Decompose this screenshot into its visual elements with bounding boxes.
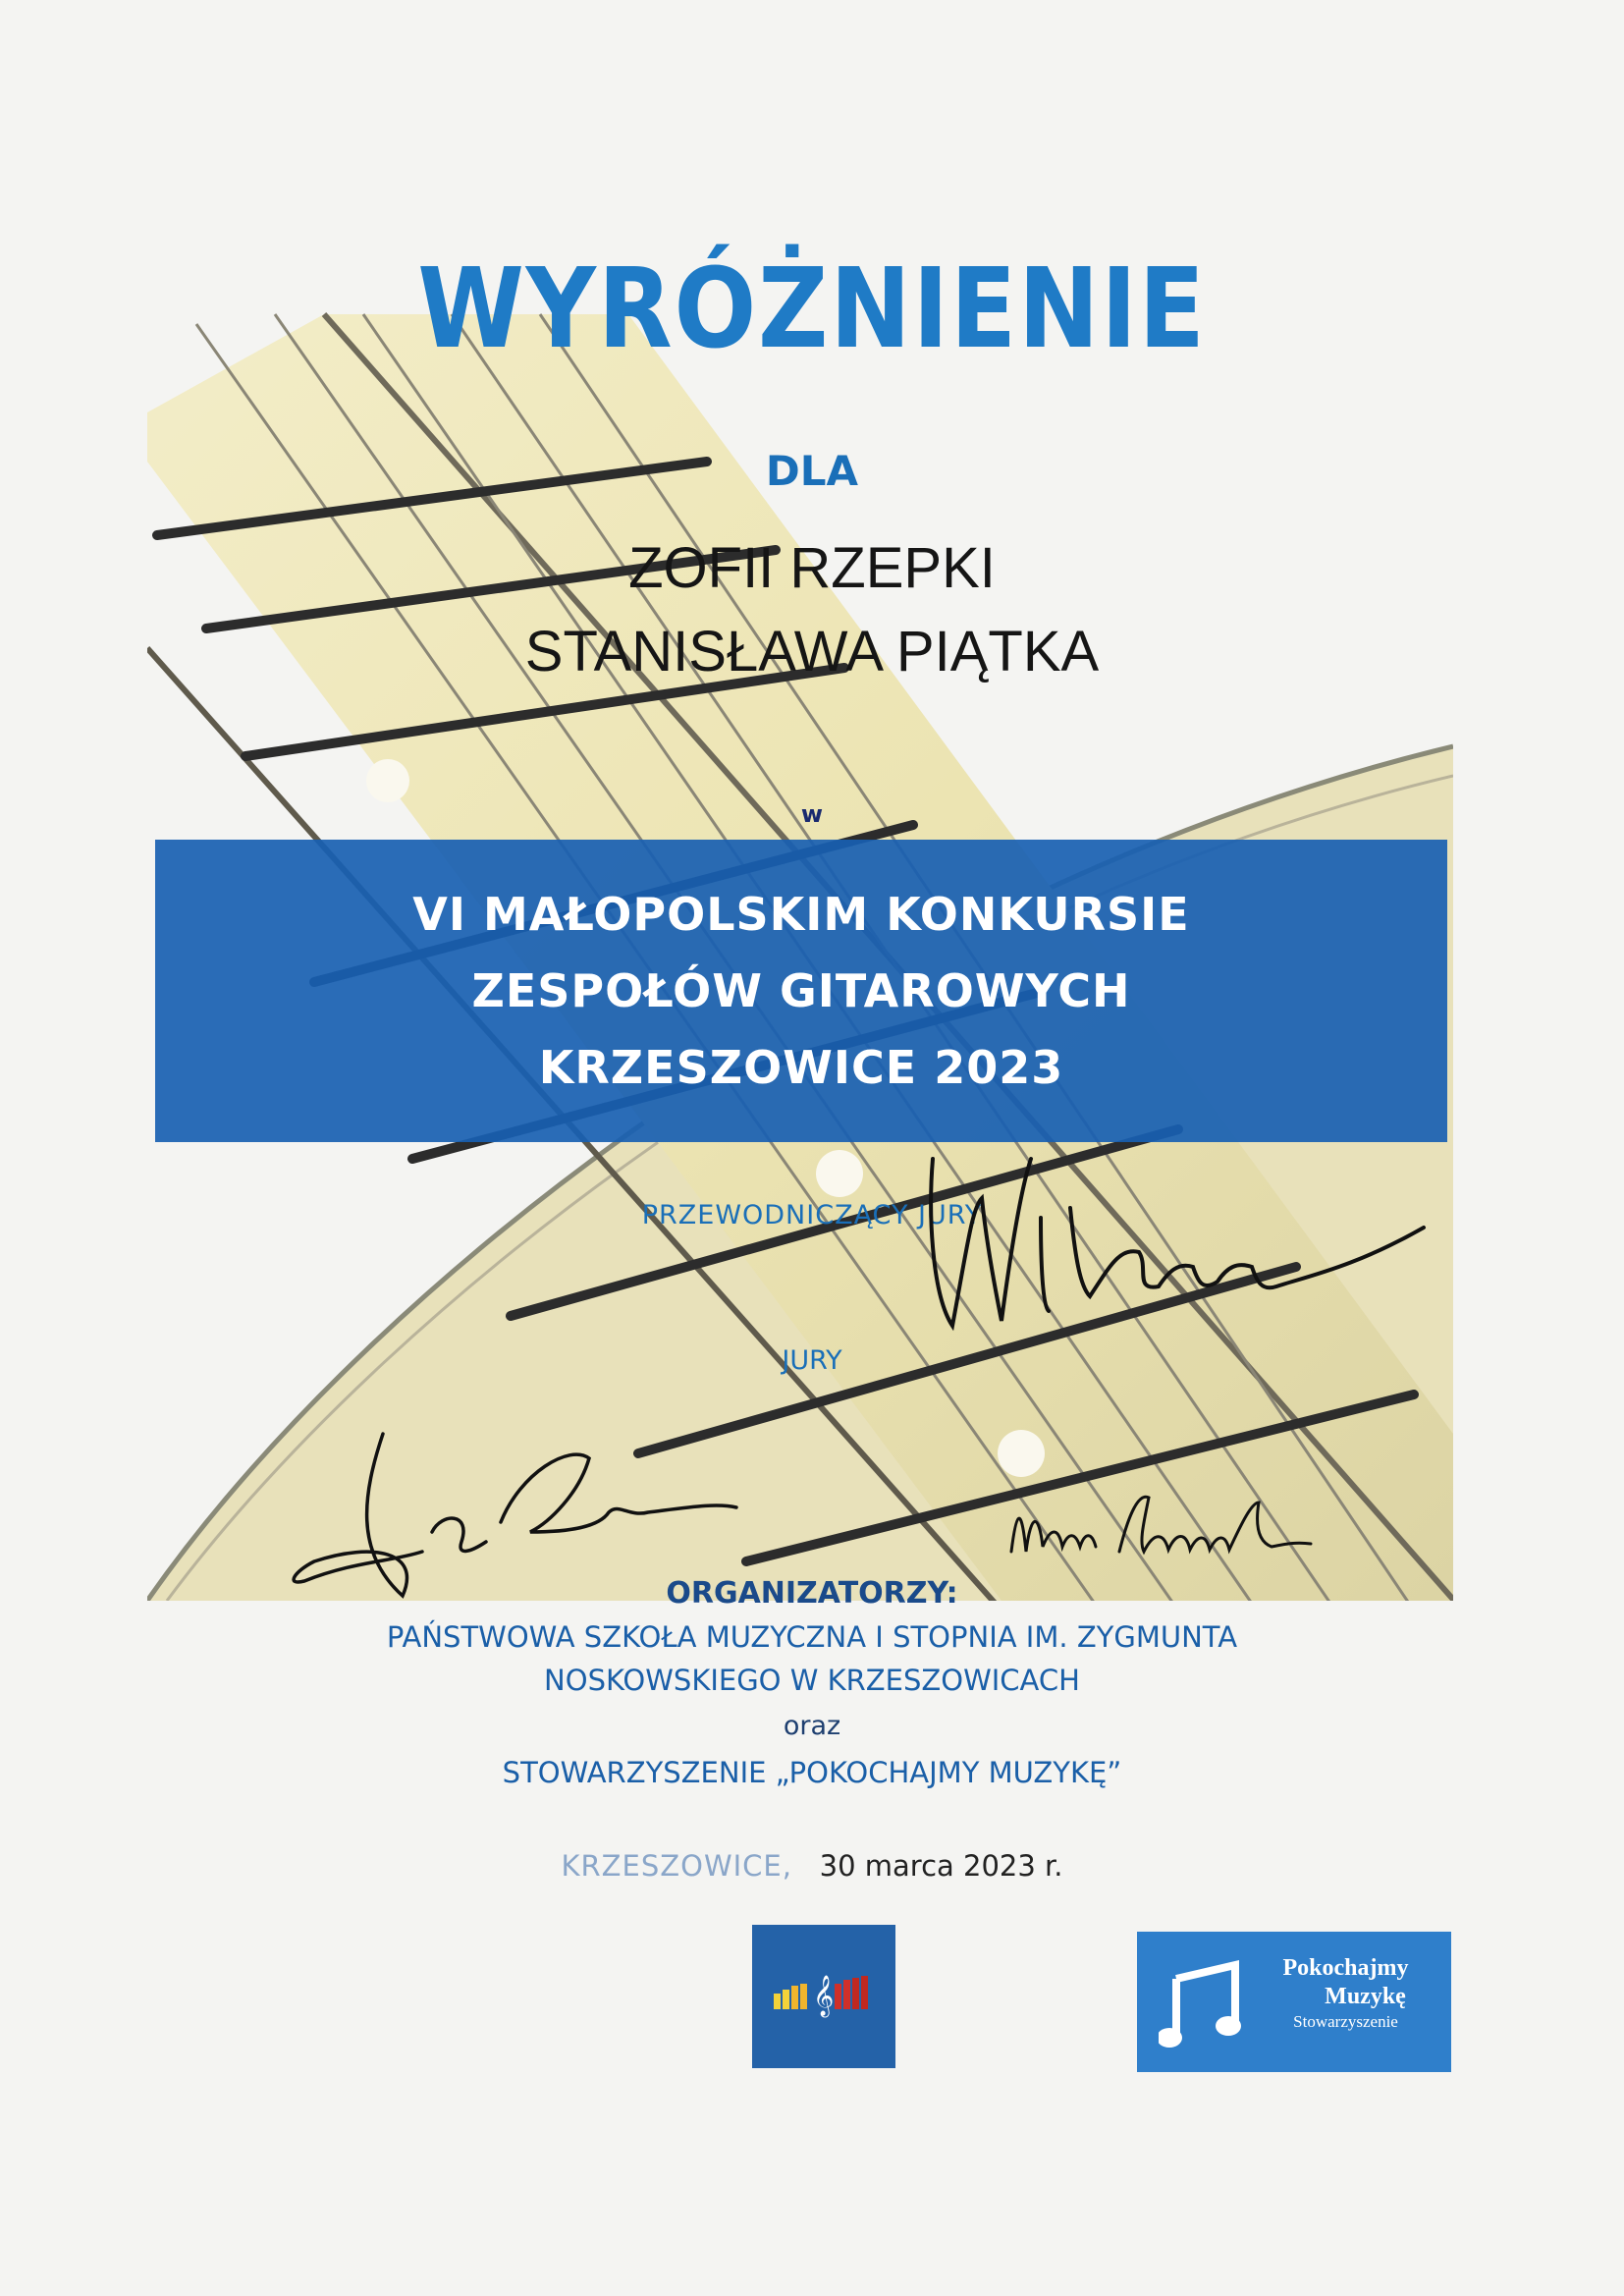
place-and-date (0, 1849, 1624, 1883)
school-logo-icon (752, 1925, 895, 2068)
contest-banner (155, 840, 1447, 1142)
in-label: w (800, 800, 824, 828)
society-logo (1137, 1932, 1451, 2072)
recipient-name: STANISŁAWA PIĄTKA (524, 620, 1100, 683)
organizer-line: PAŃSTWOWA SZKOŁA MUZYCZNA I STOPNIA IM. ZYGMUNTA (386, 1620, 1238, 1654)
jury-chair-signature (913, 1100, 1443, 1345)
society-logo-text: Pokochajmy (1282, 1955, 1409, 1981)
society-logo-text: Stowarzyszenie (1293, 2012, 1398, 2031)
society-logo-text: Muzykę (1325, 1984, 1406, 2009)
jury-signature (1001, 1473, 1316, 1581)
jury-label: JURY (782, 1345, 842, 1376)
recipient-name: ZOFII RZEPKI (628, 536, 996, 600)
jury-chair-label: PRZEWODNICZĄCY JURY (641, 1200, 983, 1230)
music-note-icon (1159, 1959, 1247, 2050)
for-label: DLA (765, 447, 859, 495)
place: KRZESZOWICE, (561, 1849, 792, 1883)
organizers-title: ORGANIZATORZY: (666, 1576, 958, 1611)
organizer-conjunction: oraz (783, 1711, 841, 1741)
contest-name-line: VI MAŁOPOLSKIM KONKURSIE (412, 888, 1190, 941)
date: 30 marca 2023 r. (819, 1849, 1063, 1883)
certificate-title: WYRÓŻNIENIE (417, 246, 1207, 373)
organizer-line: STOWARZYSZENIE „POKOCHAJMY MUZYKĘ” (502, 1756, 1122, 1789)
contest-name-line: KRZESZOWICE 2023 (538, 1041, 1064, 1094)
school-logo (752, 1925, 895, 2068)
svg-text:𝄞: 𝄞 (813, 1976, 835, 2016)
organizer-line: NOSKOWSKIEGO W KRZESZOWICACH (544, 1664, 1080, 1697)
contest-name-line: ZESPOŁÓW GITAROWYCH (471, 964, 1131, 1017)
